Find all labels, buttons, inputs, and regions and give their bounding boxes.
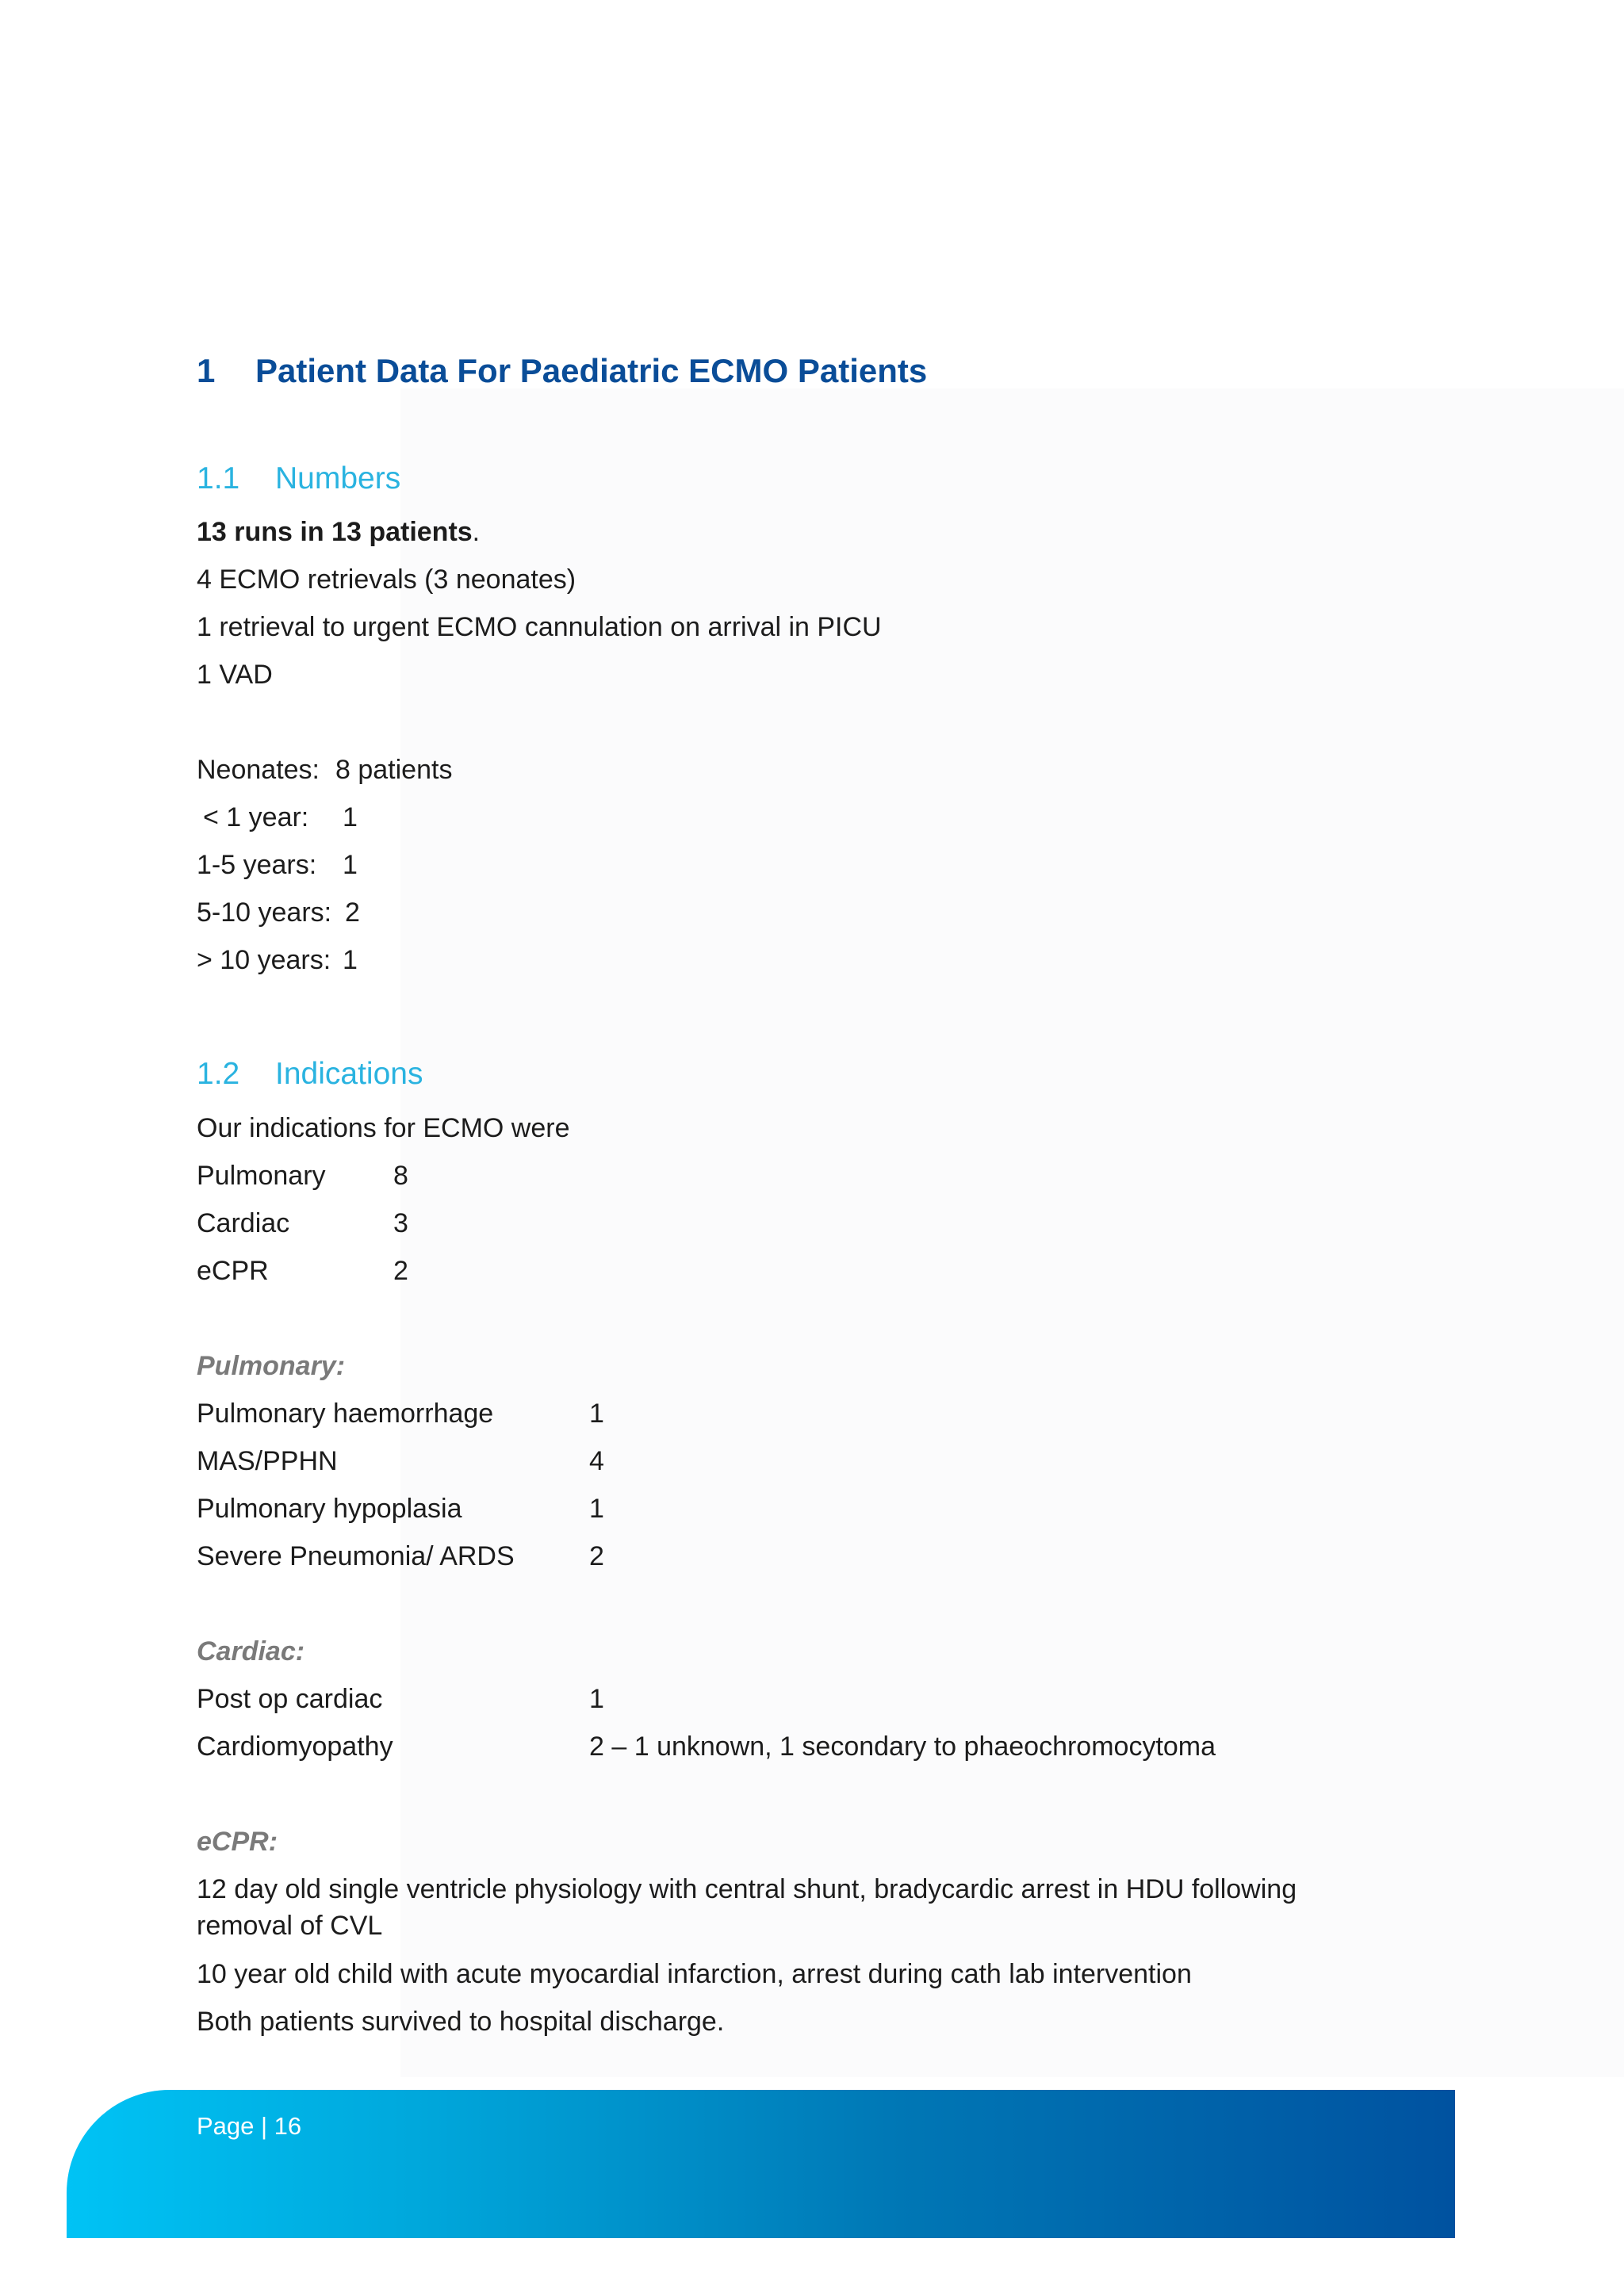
age-value: 1 <box>343 802 358 832</box>
age-row <box>197 752 453 787</box>
age-value: 2 <box>345 897 360 928</box>
numbers-heading <box>197 459 400 499</box>
pulmonary-row <box>197 1396 604 1431</box>
age-value: 1 <box>343 945 358 975</box>
numbers-line: 1 VAD <box>197 660 273 690</box>
pulmonary-subheading: Pulmonary: <box>197 1351 346 1381</box>
ecpr-subheading: eCPR: <box>197 1827 278 1857</box>
numbers-heading-title: Numbers <box>275 461 401 496</box>
indication-count: 2 <box>393 1256 408 1286</box>
numbers-line: 1 retrieval to urgent ECMO cannulation on arrival in PICU <box>197 612 882 642</box>
cardiac-count: 1 <box>589 1684 604 1714</box>
section-heading <box>197 350 927 392</box>
age-row <box>197 943 358 978</box>
indications-heading-title: Indications <box>275 1057 423 1091</box>
indication-count: 8 <box>393 1161 408 1191</box>
indications-heading-number: 1.2 <box>197 1057 240 1091</box>
cardiac-label: Post op cardiac <box>197 1684 383 1714</box>
pulmonary-label: MAS/PPHN <box>197 1446 338 1476</box>
age-value: 1 <box>343 850 358 880</box>
age-label: 5-10 years: <box>197 897 332 928</box>
age-row <box>203 800 358 835</box>
indication-count: 3 <box>393 1208 408 1238</box>
age-label: < 1 year: <box>203 802 309 832</box>
age-row <box>197 848 358 882</box>
cardiac-row <box>197 1682 604 1716</box>
age-row <box>197 895 360 930</box>
section-title: Patient Data For Paediatric ECMO Patients <box>255 352 928 389</box>
ecpr-outcome: Both patients survived to hospital discharge. <box>197 2007 725 2037</box>
pulmonary-count: 1 <box>589 1399 604 1429</box>
page-footer-band <box>67 2090 1455 2238</box>
pulmonary-row <box>197 1491 604 1526</box>
numbers-summary <box>197 515 480 549</box>
numbers-line: 4 ECMO retrievals (3 neonates) <box>197 564 576 595</box>
page-number: Page | 16 <box>197 2112 302 2140</box>
indication-label: eCPR <box>197 1256 269 1286</box>
pulmonary-label: Severe Pneumonia/ ARDS <box>197 1541 515 1571</box>
pulmonary-label: Pulmonary haemorrhage <box>197 1399 494 1429</box>
pulmonary-count: 2 <box>589 1541 604 1571</box>
pulmonary-count: 1 <box>589 1494 604 1524</box>
pulmonary-label: Pulmonary hypoplasia <box>197 1494 462 1524</box>
ecpr-case-1: 12 day old single ventricle physiology with central shunt, bradycardic arrest in HDU following <box>197 1874 1297 1904</box>
ecpr-case-1-continued: removal of CVL <box>197 1911 383 1941</box>
cardiac-subheading: Cardiac: <box>197 1636 305 1667</box>
indication-label: Cardiac <box>197 1208 290 1238</box>
pulmonary-row <box>197 1539 604 1574</box>
age-label: Neonates: <box>197 755 320 785</box>
numbers-heading-number: 1.1 <box>197 461 240 496</box>
age-label: 1-5 years: <box>197 850 317 880</box>
indication-row <box>197 1206 408 1241</box>
cardiac-count: 2 – 1 unknown, 1 secondary to phaeochromocytoma <box>589 1732 1216 1762</box>
numbers-summary-bold: 13 runs in 13 patients <box>197 517 473 547</box>
section-number: 1 <box>197 352 216 389</box>
age-label: > 10 years: <box>197 945 331 975</box>
pulmonary-row <box>197 1444 604 1479</box>
indication-row <box>197 1253 408 1288</box>
pulmonary-count: 4 <box>589 1446 604 1476</box>
cardiac-row <box>197 1729 1216 1764</box>
age-value: 8 patients <box>335 755 453 785</box>
ecpr-case-2: 10 year old child with acute myocardial infarction, arrest during cath lab intervention <box>197 1959 1192 1989</box>
indication-label: Pulmonary <box>197 1161 326 1191</box>
numbers-summary-tail: . <box>472 517 481 547</box>
indication-row <box>197 1158 408 1193</box>
indications-intro: Our indications for ECMO were <box>197 1113 570 1143</box>
cardiac-label: Cardiomyopathy <box>197 1732 393 1762</box>
indications-heading <box>197 1054 423 1094</box>
